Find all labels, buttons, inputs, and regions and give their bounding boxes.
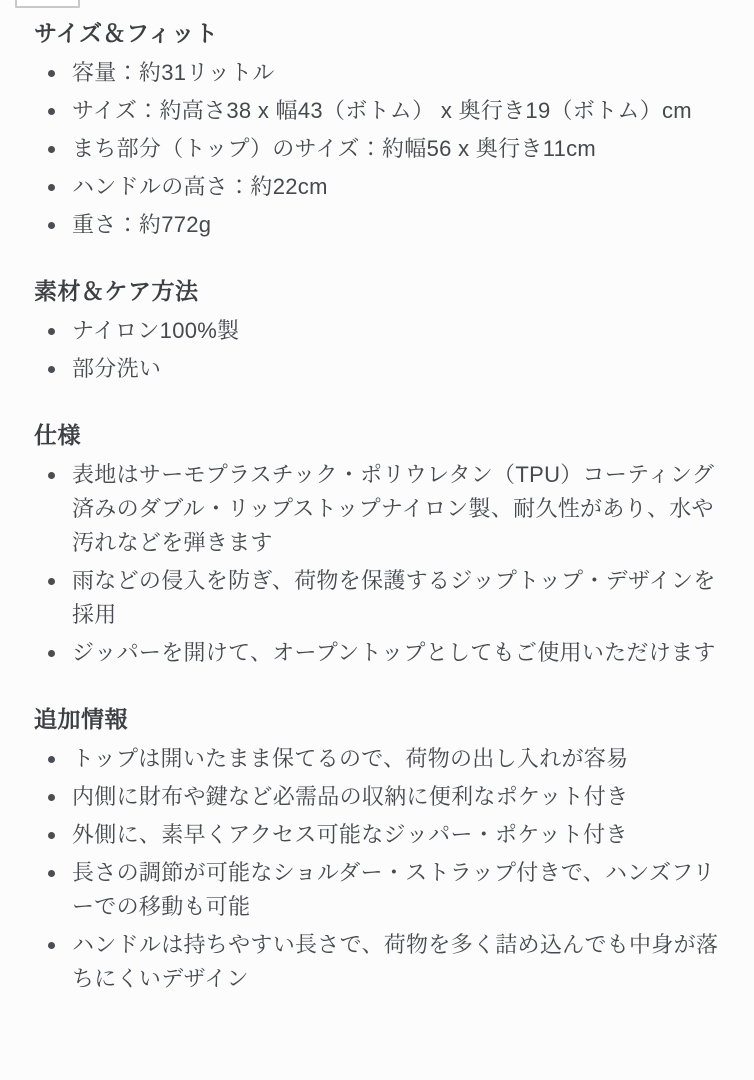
- list-item-text: ジッパーを開けて、オープントップとしてもご使用いただけます: [72, 640, 716, 665]
- list-item: [34, 94, 724, 128]
- list-item: [34, 314, 724, 348]
- list-item-text: ハンドルの高さ：約22cm: [72, 174, 328, 199]
- section-additional-info: [34, 706, 724, 996]
- cutoff-top-element[interactable]: [15, 0, 80, 8]
- list-item: [34, 170, 724, 204]
- list-item: [34, 56, 724, 90]
- section-specifications: [34, 422, 724, 670]
- list-item: [34, 458, 724, 560]
- list-item: [34, 636, 724, 670]
- bullet-icon: [48, 794, 55, 801]
- bullet-icon: [48, 942, 55, 949]
- list-item: [34, 208, 724, 242]
- bullet-icon: [48, 650, 55, 657]
- list-item: [34, 780, 724, 814]
- list-item: [34, 742, 724, 776]
- list-item-text: サイズ：約高さ38 x 幅43（ボトム） x 奥行き19（ボトム）cm: [72, 98, 692, 123]
- list-item-text: 部分洗い: [72, 356, 162, 381]
- list-item: [34, 928, 724, 996]
- section-material-care: [34, 278, 724, 386]
- list-item: [34, 856, 724, 924]
- list-item-text: 雨などの侵入を防ぎ、荷物を保護するジップトップ・デザインを採用: [72, 568, 716, 627]
- list-item-text: 重さ：約772g: [72, 212, 212, 237]
- bullet-icon: [48, 472, 55, 479]
- bullet-icon: [48, 328, 55, 335]
- section-heading-material-care: 素材＆ケア方法: [34, 278, 199, 304]
- list-item-text: ハンドルは持ちやすい長さで、荷物を多く詰め込んでも中身が落ちにくいデザイン: [72, 932, 719, 991]
- specifications-list: [34, 458, 724, 670]
- size-fit-list: [34, 56, 724, 242]
- material-care-list: [34, 314, 724, 386]
- list-item-text: ナイロン100%製: [72, 318, 240, 343]
- list-item-text: 容量：約31リットル: [72, 60, 275, 85]
- bullet-icon: [48, 366, 55, 373]
- list-item-text: 内側に財布や鍵など必需品の収納に便利なポケット付き: [72, 784, 629, 809]
- list-item-text: 外側に、素早くアクセス可能なジッパー・ポケット付き: [72, 822, 628, 847]
- section-size-fit: [34, 20, 724, 242]
- bullet-icon: [48, 756, 55, 763]
- bullet-icon: [48, 578, 55, 585]
- bullet-icon: [48, 222, 55, 229]
- list-item-text: トップは開いたまま保てるので、荷物の出し入れが容易: [72, 746, 629, 771]
- list-item: [34, 352, 724, 386]
- bullet-icon: [48, 146, 55, 153]
- list-item-text: 長さの調節が可能なショルダー・ストラップ付きで、ハンズフリーでの移動も可能: [72, 860, 715, 919]
- bullet-icon: [48, 70, 55, 77]
- bullet-icon: [48, 870, 55, 877]
- section-heading-additional-info: 追加情報: [34, 706, 128, 732]
- product-details-content: [0, 20, 754, 1000]
- additional-info-list: [34, 742, 724, 996]
- section-heading-size-fit: サイズ＆フィット: [34, 20, 219, 46]
- list-item: [34, 818, 724, 852]
- list-item: [34, 132, 724, 166]
- section-heading-specifications: 仕様: [34, 422, 81, 448]
- list-item-text: まち部分（トップ）のサイズ：約幅56 x 奥行き11cm: [72, 136, 597, 161]
- list-item-text: 表地はサーモプラスチック・ポリウレタン（TPU）コーティング済みのダブル・リップストップナイロン製、耐久性があり、水や汚れなどを弾きます: [72, 462, 715, 555]
- bullet-icon: [48, 108, 55, 115]
- list-item: [34, 564, 724, 632]
- bullet-icon: [48, 832, 55, 839]
- bullet-icon: [48, 184, 55, 191]
